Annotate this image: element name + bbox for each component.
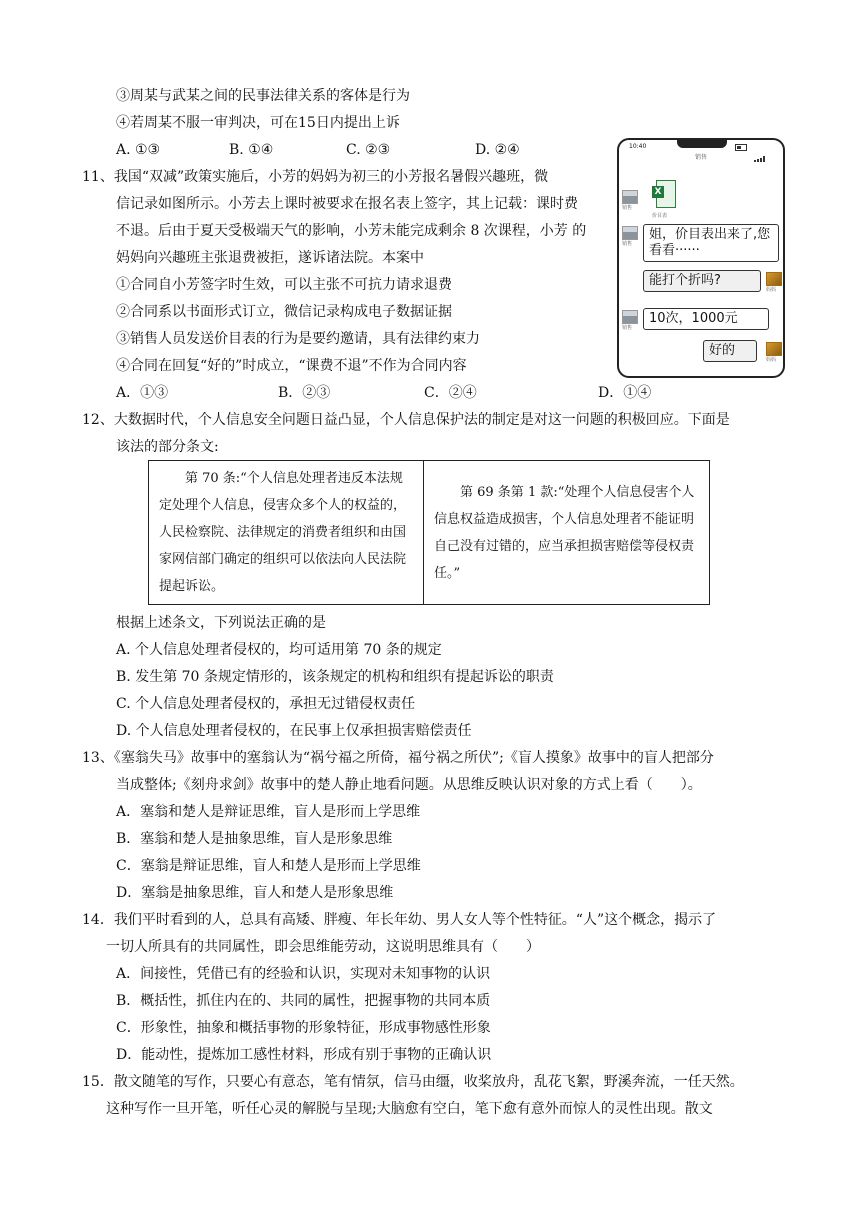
q10-option-a: A. ①③ bbox=[116, 142, 161, 158]
q13-option-b: B．塞翁和楚人是抽象思维，盲人是形象思维 bbox=[116, 831, 393, 847]
sender-avatar-icon bbox=[622, 190, 638, 204]
q12-stem-line-1: 12、大数据时代，个人信息安全问题日益凸显，个人信息保护法的制定是对这一问题的积极回应。下面是 bbox=[82, 412, 730, 428]
excel-x-icon: X bbox=[652, 186, 664, 198]
receiver-avatar-icon bbox=[766, 342, 782, 356]
q12-option-a: A. 个人信息处理者侵权的，均可适用第 70 条的规定 bbox=[116, 642, 442, 658]
wechat-phone-image bbox=[617, 138, 785, 378]
file-caption: 价目表 bbox=[652, 213, 668, 219]
sender-label: 销售 bbox=[622, 325, 633, 331]
q11-stem-line-3: 不退。后由于夏天受极端天气的影响，小芳未能完成剩余 8 次课程，小芳 的 bbox=[116, 223, 587, 239]
chat-message-3: 10次，1000元 bbox=[643, 308, 769, 330]
q11-item-1: ①合同自小芳签字时生效，可以主张不可抗力请求退费 bbox=[116, 277, 452, 293]
q13-option-a: A．塞翁和楚人是辩证思维，盲人是形而上学思维 bbox=[116, 804, 421, 820]
q11-stem-line-1: 11、我国“双减”政策实施后，小芳的妈妈为初三的小芳报名暑假兴趣班，微 bbox=[82, 169, 549, 185]
sender-label: 销售 bbox=[622, 205, 633, 211]
q12-lead: 根据上述条文，下列说法正确的是 bbox=[116, 615, 326, 631]
q15-stem-line-2: 这种写作一旦开笔，听任心灵的解脱与呈现;大脑愈有空白，笔下愈有意外而惊人的灵性出现。散文 bbox=[106, 1101, 713, 1117]
article-70-cell bbox=[149, 461, 424, 604]
excel-file-icon bbox=[652, 180, 676, 208]
battery-icon bbox=[735, 144, 747, 151]
q13-stem-line-2: 当成整体;《刻舟求剑》故事中的楚人静止地看问题。从思维反映认识对象的方式上看（ ）。 bbox=[116, 777, 702, 793]
q14-option-b: B．概括性，抓住内在的、共同的属性，把握事物的共同本质 bbox=[116, 993, 491, 1009]
q11-item-3: ③销售人员发送价目表的行为是要约邀请，具有法律约束力 bbox=[116, 331, 480, 347]
signal-icon bbox=[753, 143, 773, 149]
q12-option-c: C. 个人信息处理者侵权的，承担无过错侵权责任 bbox=[116, 696, 416, 712]
q13-option-c: C．塞翁是辩证思维，盲人和楚人是形而上学思维 bbox=[116, 858, 421, 874]
q11-option-b: B．②③ bbox=[278, 385, 331, 401]
receiver-label: 妈妈 bbox=[766, 287, 777, 293]
law-articles-table bbox=[148, 460, 710, 605]
chat-message-1: 姐，价目表出来了,您看看······ bbox=[643, 224, 779, 262]
q10-item-3: ③周某与武某之间的民事法律关系的客体是行为 bbox=[116, 88, 410, 104]
receiver-avatar-icon bbox=[766, 272, 782, 286]
q10-option-c: C. ②③ bbox=[346, 142, 391, 158]
chat-header: 销售 bbox=[694, 154, 707, 161]
q12-option-d: D. 个人信息处理者侵权的，在民事上仅承担损害赔偿责任 bbox=[116, 723, 472, 739]
q11-option-a: A．①③ bbox=[116, 385, 169, 401]
q11-stem-line-2: 信记录如图所示。小芳去上课时被要求在报名表上签字，其上记载：课时费 bbox=[116, 196, 578, 212]
q12-option-b: B. 发生第 70 条规定情形的，该条规定的机构和组织有提起诉讼的职责 bbox=[116, 669, 554, 685]
q11-option-c: C．②④ bbox=[424, 385, 477, 401]
q14-option-c: C．形象性，抽象和概括事物的形象特征，形成事物感性形象 bbox=[116, 1020, 491, 1036]
sender-avatar-icon bbox=[622, 226, 638, 240]
q11-item-2: ②合同系以书面形式订立，微信记录构成电子数据证据 bbox=[116, 304, 452, 320]
chat-message-4: 好的 bbox=[703, 340, 757, 362]
q12-stem-line-2: 该法的部分条文: bbox=[116, 439, 219, 455]
q10-item-4: ④若周某不服一审判决，可在15日内提出上诉 bbox=[116, 115, 400, 131]
q14-option-a: A．间接性，凭借已有的经验和认识，实现对未知事物的认识 bbox=[116, 966, 491, 982]
q11-option-d: D．①④ bbox=[598, 385, 652, 401]
article-69-cell bbox=[424, 461, 709, 604]
q11-stem-line-4: 妈妈向兴趣班主张退费被拒，遂诉诸法院。本案中 bbox=[116, 250, 424, 266]
q14-option-d: D．能动性，提炼加工感性材料，形成有别于事物的正确认识 bbox=[116, 1047, 492, 1063]
q14-stem-line-1: 14．我们平时看到的人，总具有高矮、胖瘦、年长年幼、男人女人等个性特征。“人”这个概念，揭示了 bbox=[82, 912, 717, 928]
q10-option-d: D. ②④ bbox=[475, 142, 520, 158]
q14-stem-line-2: 一切人所具有的共同属性，即会思维能劳动，这说明思维具有（ ） bbox=[106, 939, 540, 955]
article-70-text: 第 70 条:“个人信息处理者违反本法规定处理个人信息，侵害众多个人的权益的，人民检察院、法律规定的消费者组织和由国家网信部门确定的组织可以依法向人民法院提起诉讼。 bbox=[159, 471, 407, 594]
article-69-text: 第 69 条第 1 款:“处理个人信息侵害个人信息权益造成损害，个人信息处理者不能证明自己没有过错的，应当承担损害赔偿等侵权责任。” bbox=[434, 485, 695, 581]
q15-stem-line-1: 15．散文随笔的写作，只要心有意态，笔有情氛，信马由缰，收桨放舟，乱花飞絮，野溪奔流，一任天然。 bbox=[82, 1074, 744, 1090]
phone-notch bbox=[677, 140, 727, 148]
chat-message-2: 能打个折吗? bbox=[643, 270, 761, 292]
sender-avatar-icon bbox=[622, 310, 638, 324]
sender-label: 销售 bbox=[622, 241, 633, 247]
q10-option-b: B. ①④ bbox=[229, 142, 274, 158]
q13-option-d: D．塞翁是抽象思维，盲人和楚人是形象思维 bbox=[116, 885, 394, 901]
phone-time: 10:40 bbox=[629, 143, 647, 150]
q13-stem-line-1: 13、《塞翁失马》故事中的塞翁认为“祸兮福之所倚，福兮祸之所伏”;《盲人摸象》故事中的盲人把部分 bbox=[82, 750, 714, 766]
q11-item-4: ④合同在回复“好的”时成立，“课费不退”不作为合同内容 bbox=[116, 358, 467, 374]
receiver-label: 妈妈 bbox=[766, 357, 777, 363]
